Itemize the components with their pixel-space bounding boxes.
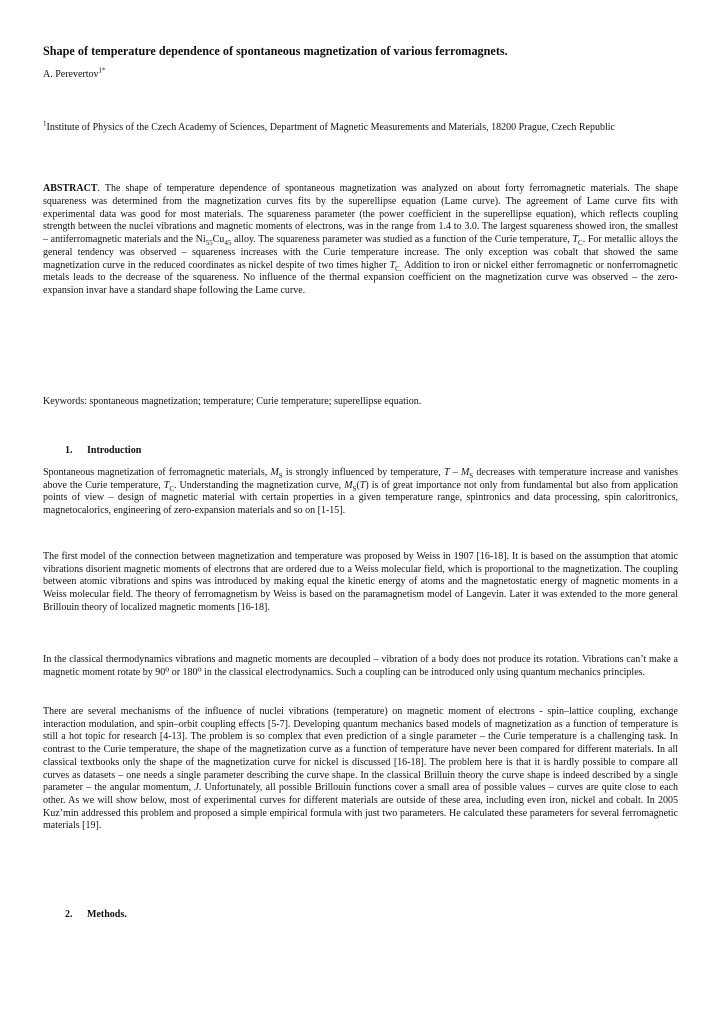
paragraph-text: There are several mechanisms of the influence of nuclei vibrations (temperature) on magnetic moment of electrons - spin–lattice coupling, exchange interaction modulation, and spin–orbit coupling effects [5-7]. Developing quantum mechanics based models of magnetization as a function of temperature is still a hot topic for research [4-13]. The problem is so complex that even prediction of a single parameter – the Curie temperature is a challenging task. In contrast to the Curie temperature, the shape of the magnetization curve as a function of temperature have never been compared for different materials. In all classical textbooks only the shape of the magnetization curve for nickel is discussed [16-18]. The problem here is that it is hardly possible to compare all curves as datasets – one needs a single parameter describing the curve shape. In the classical Brilluin theory the curve shape is indeed described by a single parameter – the angular momentum, bbox=[43, 706, 678, 794]
abstract-text: Addition to iron or nickel either ferromagnetic or nonferromagnetic metals leads to the decrease of the squareness. No influence of the thermal expansion coefficient on the magnetization curve was observed – the zero-expansion invar have a standard shape following the Lame curve. bbox=[43, 259, 678, 296]
math-symbol: T bbox=[443, 467, 450, 478]
author-line bbox=[43, 68, 106, 81]
paragraph-text: decreases with temperature increase and vanishes above the Curie temperature, bbox=[43, 467, 679, 491]
keywords: Keywords: spontaneous magnetization; temperature; Curie temperature; superellipse equation. bbox=[43, 396, 422, 407]
math-symbol: T bbox=[163, 479, 170, 491]
abstract-text: alloy. The squareness parameter was studied as a function of the Curie temperature, bbox=[231, 234, 573, 245]
abstract-subscript: C bbox=[578, 239, 583, 247]
section-number: 2. bbox=[65, 909, 73, 920]
math-subscript: S bbox=[278, 472, 283, 480]
abstract-label: ABSTRACT bbox=[43, 183, 98, 194]
math-subscript: S bbox=[469, 472, 474, 480]
section-title: Introduction bbox=[87, 445, 142, 456]
paragraph-text: ( bbox=[356, 479, 360, 491]
intro-paragraph-1 bbox=[43, 467, 678, 518]
author-superscript: 1* bbox=[98, 66, 106, 75]
abstract-subscript: 55 bbox=[205, 239, 213, 247]
abstract-subscript: 45 bbox=[224, 239, 232, 247]
math-symbol: M bbox=[460, 467, 470, 478]
abstract-text: . The shape of temperature dependence of spontaneous magnetization was analyzed on about forty ferromagnetic materials. The shape squareness was determined from the magnetization curves fits by the superellipse equation (Lame curve). The agreement of Lame curve fits with experimental data was good for most materials. The squareness parameter (the power coefficient in the superellipse equation), which reflects coupling strength between the nuclei vibrations and magnetic moments of electrons, was in the range from 1.4 to 3.0. The largest squareness showed iron, the smallest – antiferromagnetic materials and the Ni bbox=[43, 183, 678, 245]
paragraph-text: . Unfortunately, all possible Brillouin functions cover a small area of possible values – curves are quite close to each other. As we will show below, most of experimental curves for different materials are outside of these area, including even iron, nickel and cobalt. In 2005 Kuz’min addressed this problem and proposed a simple empirical formula with just two parameters. He calculated these parameters for several ferromagnetic materials [19]. bbox=[43, 782, 678, 832]
affiliation bbox=[43, 121, 678, 135]
section-title: Methods. bbox=[87, 909, 127, 920]
math-symbol: J bbox=[194, 782, 199, 794]
section-number: 1. bbox=[65, 445, 73, 456]
intro-paragraph-4 bbox=[43, 706, 678, 833]
abstract-text: . For metallic alloys the general tendency was observed – squareness increases with the Curie temperature increase. The only exception was cobalt that showed the same magnetization curve in the reduced coordinates as nickel despite of two times higher bbox=[43, 234, 678, 271]
abstract-symbol: T bbox=[572, 234, 579, 245]
math-subscript: C bbox=[169, 484, 174, 493]
math-symbol: M bbox=[270, 467, 279, 478]
paragraph-text: Spontaneous magnetization of ferromagnetic materials, bbox=[43, 467, 271, 478]
intro-paragraph-3: In the classical thermodynamics vibrations and magnetic moments are decoupled – vibration of a body does not produce its rotation. Vibrations can’t make a magnetic moment rotate by 90⁰ or 180⁰ in the classical electrodynamics. Such a coupling can be introduced only using quantum mechanics principles. bbox=[43, 654, 678, 678]
paragraph-text: is strongly influenced by temperature, bbox=[282, 467, 444, 478]
abstract-symbol: T bbox=[389, 259, 396, 271]
abstract bbox=[43, 183, 678, 298]
math-subscript: S bbox=[352, 484, 357, 493]
intro-paragraph-2: The first model of the connection between magnetization and temperature was proposed by Weiss in 1907 [16-18]. It is based on the assumption that atomic vibrations disorient magnetic moments of electrons that are ordered due to a Weiss molecular field, which is proportional to the magnetization. The coupling between atomic vibrations and spins was introduced by making equal the kinetic energy of atoms and the magnetostatic energy of magnetic moments in a Weiss molecular field. The theory of ferromagnetism by Weiss is based on the paramagnetism model of Langevin. Later it was extended to the more general Brillouin theory of localized magnetic moments [16-18]. bbox=[43, 551, 678, 613]
paragraph-text: ) is of great importance not only from fundamental but also from application points of view – design of magnetic material with certain properties in a given temperature range, spintronics and data processing, spin caloritronics, magnetocalorics, engineering of zero-expansion materials and so on [1-15]. bbox=[43, 479, 678, 517]
math-symbol: T bbox=[359, 479, 366, 491]
paper-title: Shape of temperature dependence of spontaneous magnetization of various ferromagnets. bbox=[43, 44, 508, 58]
author-name: A. Perevertov bbox=[43, 69, 99, 80]
section-heading-introduction bbox=[65, 444, 141, 457]
math-symbol: M bbox=[344, 479, 353, 491]
paragraph-text: – bbox=[449, 467, 461, 478]
abstract-subscript: C. bbox=[395, 264, 402, 273]
affiliation-superscript: 1 bbox=[43, 119, 47, 128]
paragraph-text: . Understanding the magnetization curve, bbox=[174, 479, 345, 491]
section-heading-methods bbox=[65, 908, 127, 921]
affiliation-text: Institute of Physics of the Czech Academy of Sciences, Department of Magnetic Measurements and Materials, 18200 Prague, Czech Republic bbox=[46, 122, 615, 133]
abstract-text: Cu bbox=[212, 234, 225, 245]
